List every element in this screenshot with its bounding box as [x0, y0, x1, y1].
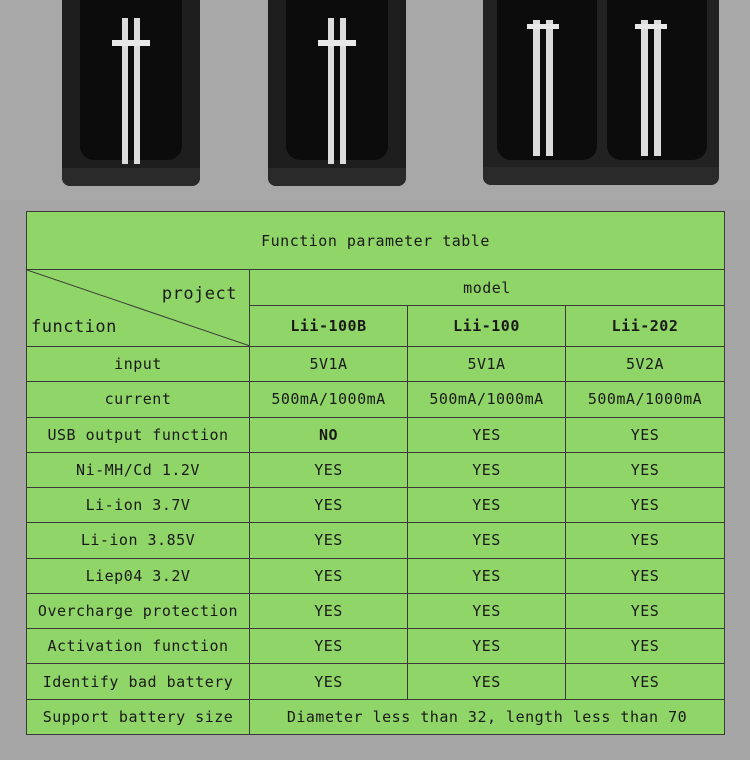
row-value: YES: [408, 523, 566, 558]
row-value: 5V1A: [250, 347, 408, 382]
table-row: [27, 523, 725, 558]
table-row: [27, 629, 725, 664]
row-value: YES: [250, 488, 408, 523]
row-value: YES: [408, 488, 566, 523]
row-value: YES: [250, 593, 408, 628]
table-row: [27, 382, 725, 417]
row-label: Activation function: [27, 629, 250, 664]
row-value-support-size: Diameter less than 32, length less than 70: [250, 699, 725, 734]
row-value: YES: [566, 629, 725, 664]
model-name-lii-100b: Lii-100B: [250, 305, 408, 346]
row-value: 5V2A: [566, 347, 725, 382]
row-value: YES: [408, 629, 566, 664]
row-value: YES: [566, 488, 725, 523]
row-label: current: [27, 382, 250, 417]
table-row: [27, 558, 725, 593]
row-value: 5V1A: [408, 347, 566, 382]
model-name-lii-100: Lii-100: [408, 305, 566, 346]
row-value: YES: [408, 452, 566, 487]
row-value: YES: [250, 523, 408, 558]
product-photo-strip: [0, 0, 750, 200]
row-value: YES: [250, 664, 408, 699]
table-row: [27, 593, 725, 628]
row-value: 500mA/1000mA: [566, 382, 725, 417]
row-label: Li-ion 3.85V: [27, 523, 250, 558]
charger-lii-100-image: [268, 0, 406, 186]
row-value: YES: [408, 417, 566, 452]
row-value: YES: [566, 558, 725, 593]
table-row: [27, 452, 725, 487]
row-value: YES: [566, 664, 725, 699]
row-label: Liep04 3.2V: [27, 558, 250, 593]
header-function-label: function: [31, 317, 117, 338]
table-row: [27, 488, 725, 523]
row-value: YES: [566, 523, 725, 558]
table-row: [27, 664, 725, 699]
row-value: YES: [408, 664, 566, 699]
function-parameter-table: [26, 211, 725, 735]
table-row: [27, 347, 725, 382]
table-row-support-size: [27, 699, 725, 734]
row-label: Support battery size: [27, 699, 250, 734]
row-value: YES: [566, 452, 725, 487]
row-value: YES: [408, 593, 566, 628]
header-model-label: model: [250, 270, 725, 305]
row-value: YES: [408, 558, 566, 593]
row-value: 500mA/1000mA: [250, 382, 408, 417]
charger-lii-202-image: [483, 0, 719, 185]
row-value: YES: [566, 593, 725, 628]
row-value: YES: [250, 452, 408, 487]
row-value: NO: [250, 417, 408, 452]
row-value: YES: [250, 629, 408, 664]
table-row: [27, 417, 725, 452]
table-title: Function parameter table: [27, 212, 725, 270]
row-label: Ni-MH/Cd 1.2V: [27, 452, 250, 487]
row-value: YES: [250, 558, 408, 593]
row-value: 500mA/1000mA: [408, 382, 566, 417]
header-diagonal-cell: [27, 270, 250, 347]
row-label: USB output function: [27, 417, 250, 452]
row-label: Li-ion 3.7V: [27, 488, 250, 523]
model-name-lii-202: Lii-202: [566, 305, 725, 346]
charger-lii-100b-image: [62, 0, 200, 186]
row-label: Identify bad battery: [27, 664, 250, 699]
header-project-label: project: [161, 284, 237, 305]
row-label: input: [27, 347, 250, 382]
row-label: Overcharge protection: [27, 593, 250, 628]
row-value: YES: [566, 417, 725, 452]
